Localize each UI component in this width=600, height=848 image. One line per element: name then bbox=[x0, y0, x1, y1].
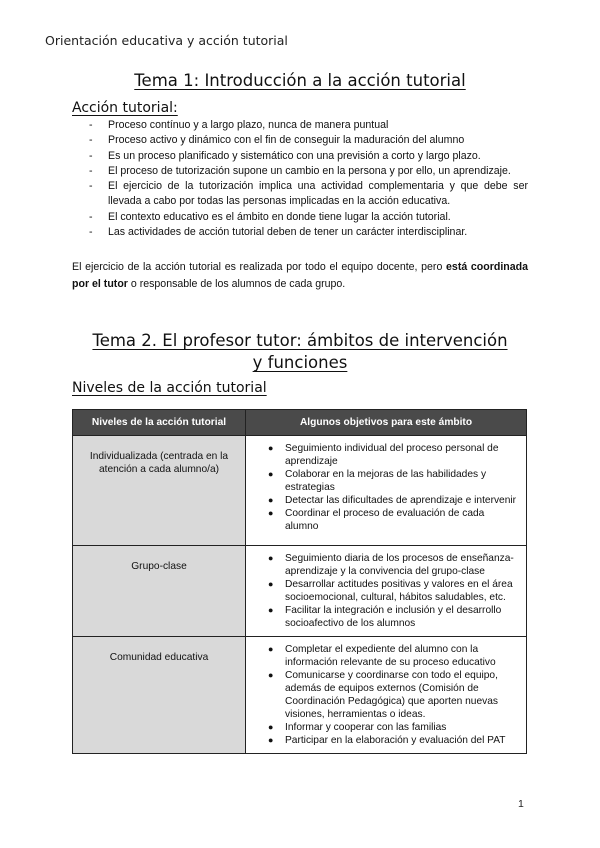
list-item-text: El contexto educativo es el ámbito en donde tiene lugar la acción tutorial. bbox=[108, 210, 451, 223]
objectives-cell bbox=[246, 637, 527, 754]
objective-text: Seguimiento diaria de los procesos de enseñanza-aprendizaje y la convivencia del grupo-clase bbox=[285, 553, 514, 577]
paragraph-text-after: o responsable de los alumnos de cada grupo. bbox=[127, 277, 346, 290]
objective-text: Facilitar la integración e inclusión y el desarrollo socioafectivo de los alumnos bbox=[285, 605, 502, 629]
list-item bbox=[72, 179, 528, 210]
section-2-subtitle: Niveles de la acción tutorial bbox=[72, 380, 267, 396]
list-item bbox=[72, 164, 528, 179]
table-row bbox=[73, 637, 527, 754]
objective-item bbox=[246, 721, 518, 734]
bullet-marker: ● bbox=[268, 469, 274, 479]
objective-item bbox=[246, 442, 518, 468]
section-1-title: Tema 1: Introducción a la acción tutorial bbox=[134, 71, 466, 90]
list-item-text: Las actividades de acción tutorial deben de tener un carácter interdisciplinar. bbox=[108, 226, 468, 239]
paragraph-bold-text: está coordinada por el tutor bbox=[72, 261, 528, 290]
objective-text: Seguimiento individual del proceso personal de aprendizaje bbox=[285, 443, 499, 467]
objective-text: Completar el expediente del alumno con la información relevante de su proceso educativo bbox=[285, 644, 496, 668]
list-item-text: Proceso activo y dinámico con el fin de conseguir la maduración del alumno bbox=[108, 134, 465, 147]
list-item-text: El ejercicio de la tutorización implica una actividad complementaria y que debe ser llevada a cabo por todas las personas implicadas en la acción educativa. bbox=[108, 180, 528, 208]
objective-item bbox=[246, 507, 518, 533]
objective-item bbox=[246, 468, 518, 494]
list-item bbox=[72, 133, 528, 148]
bullet-marker: ● bbox=[268, 722, 274, 732]
objective-text: Participar en la elaboración y evaluación del PAT bbox=[285, 735, 506, 746]
dash-marker: - bbox=[89, 119, 93, 131]
objective-item bbox=[246, 643, 518, 669]
niveles-table bbox=[72, 409, 527, 754]
table-header-row bbox=[73, 410, 527, 436]
dash-marker: - bbox=[89, 149, 93, 162]
bullet-marker: ● bbox=[268, 605, 274, 615]
level-individualizada: Individualizada (centrada en la atención a cada alumno/a) bbox=[73, 436, 246, 546]
running-header: Orientación educativa y acción tutorial bbox=[45, 33, 288, 48]
list-item-text: Es un proceso planificado y sistemático con una previsión a corto y largo plazo. bbox=[108, 149, 481, 162]
paragraph-text-before: El ejercicio de la acción tutorial es realizada por todo el equipo docente, pero bbox=[72, 261, 447, 273]
bullet-marker: ● bbox=[268, 443, 274, 453]
section-1-subtitle: Acción tutorial: bbox=[72, 100, 178, 116]
bullet-marker: ● bbox=[268, 495, 274, 505]
objective-item bbox=[246, 552, 518, 578]
bullet-marker: ● bbox=[268, 670, 274, 680]
list-item bbox=[72, 118, 528, 133]
objective-item bbox=[246, 494, 518, 507]
list-item bbox=[72, 149, 528, 164]
level-comunidad-educativa: Comunidad educativa bbox=[73, 637, 246, 754]
objective-text: Comunicarse y coordinarse con todo el equipo, además de equipos externos (Comisión de Coordinación Pedagógica) que aporten nuevas visiones, herramientas o ideas. bbox=[285, 670, 498, 720]
header-objetivos: Algunos objetivos para este ámbito bbox=[246, 410, 527, 436]
accion-tutorial-list bbox=[72, 118, 528, 240]
dash-marker: - bbox=[89, 180, 93, 193]
header-niveles: Niveles de la acción tutorial bbox=[73, 410, 246, 436]
coordination-paragraph bbox=[72, 259, 528, 292]
objectives-cell bbox=[246, 436, 527, 546]
table-row bbox=[73, 436, 527, 546]
objective-item bbox=[246, 604, 518, 630]
objectives-cell bbox=[246, 546, 527, 637]
objective-text: Detectar las dificultades de aprendizaje e intervenir bbox=[285, 495, 517, 506]
bullet-marker: ● bbox=[268, 553, 274, 563]
bullet-marker: ● bbox=[268, 579, 274, 589]
dash-marker: - bbox=[89, 164, 93, 177]
objective-text: Informar y cooperar con las familias bbox=[285, 722, 447, 733]
dash-marker: - bbox=[89, 134, 93, 147]
objective-item bbox=[246, 669, 518, 721]
list-item-text: Proceso contínuo y a largo plazo, nunca de manera puntual bbox=[108, 119, 389, 131]
list-item bbox=[72, 225, 528, 240]
dash-marker: - bbox=[89, 210, 93, 223]
table-row bbox=[73, 546, 527, 637]
page-number: 1 bbox=[518, 798, 524, 810]
objective-item bbox=[246, 734, 518, 747]
level-grupo-clase: Grupo-clase bbox=[73, 546, 246, 637]
objective-text: Desarrollar actitudes positivas y valores en el área socioemocional, cultural, hábitos saludables, etc. bbox=[285, 579, 513, 603]
bullet-marker: ● bbox=[268, 735, 274, 745]
list-item bbox=[72, 210, 528, 225]
bullet-marker: ● bbox=[268, 508, 274, 518]
section-2-title: Tema 2. El profesor tutor: ámbitos de intervención y funciones bbox=[92, 331, 508, 372]
objective-item bbox=[246, 578, 518, 604]
bullet-marker: ● bbox=[268, 644, 274, 654]
dash-marker: - bbox=[89, 226, 93, 239]
objective-text: Coordinar el proceso de evaluación de cada alumno bbox=[285, 508, 485, 532]
objective-text: Colaborar en la mejoras de las habilidades y estrategias bbox=[285, 469, 487, 493]
list-item-text: El proceso de tutorización supone un cambio en la persona y por ello, un aprendizaje. bbox=[108, 164, 511, 177]
